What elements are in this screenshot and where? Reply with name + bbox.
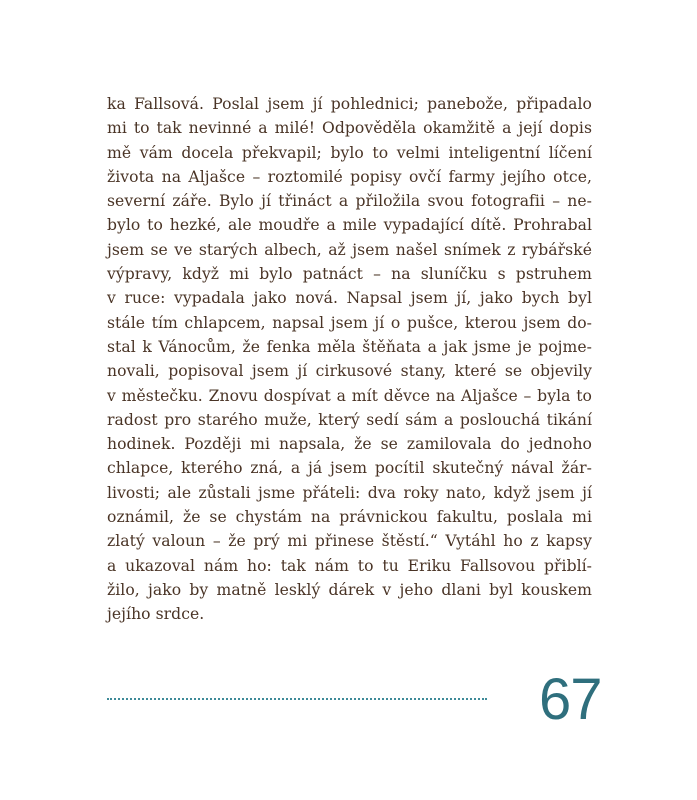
text-line: stále tím chlapcem, napsal jsem jí o pušce, kterou jsem do-	[107, 313, 592, 332]
text-line: radost pro starého muže, který sedí sám a poslouchá tikání	[107, 410, 592, 429]
text-line: mi to tak nevinné a milé! Odpověděla okamžitě a její dopis	[107, 119, 592, 138]
text-line: v ruce: vypadala jako nová. Napsal jsem jí, jako bych byl	[107, 289, 592, 308]
text-line: v městečku. Znovu dospívat a mít děvce na Aljašce – byla to	[107, 386, 592, 405]
text-line: zlatý valoun – že prý mi přinese štěstí.“ Vytáhl ho z kapsy	[107, 532, 592, 551]
text-line: jsem se ve starých albech, až jsem našel snímek z rybářské	[107, 240, 592, 259]
text-line: stal k Vánocům, že fenka měla štěňata a jak jsme je pojme-	[107, 337, 592, 356]
text-line: severní záře. Bylo jí třináct a přiložila svou fotografii – ne-	[107, 192, 592, 211]
text-line: livosti; ale zůstali jsme přáteli: dva roky nato, když jsem jí	[107, 483, 592, 502]
page-number: 67	[539, 667, 602, 732]
body-text	[107, 92, 592, 627]
text-line: chlapce, kterého zná, a já jsem pocítil skutečný nával žár-	[107, 459, 592, 478]
text-line: oznámil, že se chystám na právnickou fakultu, poslala mi	[107, 508, 592, 527]
text-line: hodinek. Později mi napsala, že se zamilovala do jednoho	[107, 435, 592, 454]
text-line: bylo to hezké, ale moudře a mile vypadající dítě. Prohrabal	[107, 216, 592, 235]
text-line: života na Aljašce – roztomilé popisy ovčí farmy jejího otce,	[107, 167, 592, 186]
text-line: a ukazoval nám ho: tak nám to tu Eriku Fallsovou přiblí-	[107, 556, 592, 575]
text-line: výpravy, když mi bylo patnáct – na sluníčku s pstruhem	[107, 265, 592, 284]
footer-dotted-rule	[107, 698, 487, 700]
text-line: mě vám docela překvapil; bylo to velmi inteligentní líčení	[107, 143, 592, 162]
text-line-last: jejího srdce.	[107, 605, 205, 624]
text-line: žilo, jako by matně lesklý dárek v jeho dlani byl kouskem	[107, 580, 592, 599]
text-line: novali, popisoval jsem jí cirkusové stany, které se objevily	[107, 362, 592, 381]
text-line: ka Fallsová. Poslal jsem jí pohlednici; panebože, připadalo	[107, 95, 592, 113]
